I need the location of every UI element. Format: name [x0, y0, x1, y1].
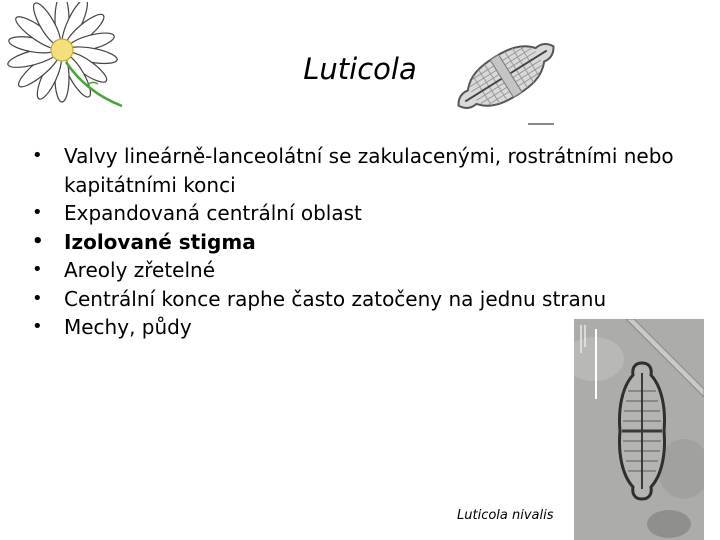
bullet-list [32, 142, 692, 342]
bullet-text: Expandovaná centrální oblast [64, 201, 362, 225]
bullet-dot: • [32, 230, 44, 252]
bullet-dot: • [32, 202, 43, 223]
bullet-text: Areoly zřetelné [64, 258, 216, 282]
bullet-item [32, 228, 692, 257]
slide-title: Luticola [303, 52, 417, 86]
diatom-drawing-icon [450, 32, 562, 128]
bullet-text: Mechy, půdy [64, 315, 192, 339]
bullet-text: Centrální konce raphe často zatočeny na jednu stranu [64, 286, 607, 311]
micrograph-image [574, 319, 704, 540]
photo-caption: Luticola nivalis [457, 508, 554, 523]
bullet-text: Izolované stigma [64, 229, 256, 254]
bullet-item [32, 285, 692, 314]
bullet-dot: • [32, 145, 43, 166]
bullet-text: Valvy lineárně-lanceolátní se zakulacenými, rostrátními nebo kapitátními konci [64, 144, 674, 197]
bullet-dot: • [32, 259, 43, 280]
daisy-logo-icon [6, 2, 132, 114]
bullet-dot: • [32, 287, 43, 309]
bullet-item [32, 142, 692, 199]
bullet-item [32, 256, 692, 285]
micrograph-photo [574, 319, 704, 540]
bullet-item [32, 199, 692, 228]
bullet-dot: • [32, 316, 43, 337]
